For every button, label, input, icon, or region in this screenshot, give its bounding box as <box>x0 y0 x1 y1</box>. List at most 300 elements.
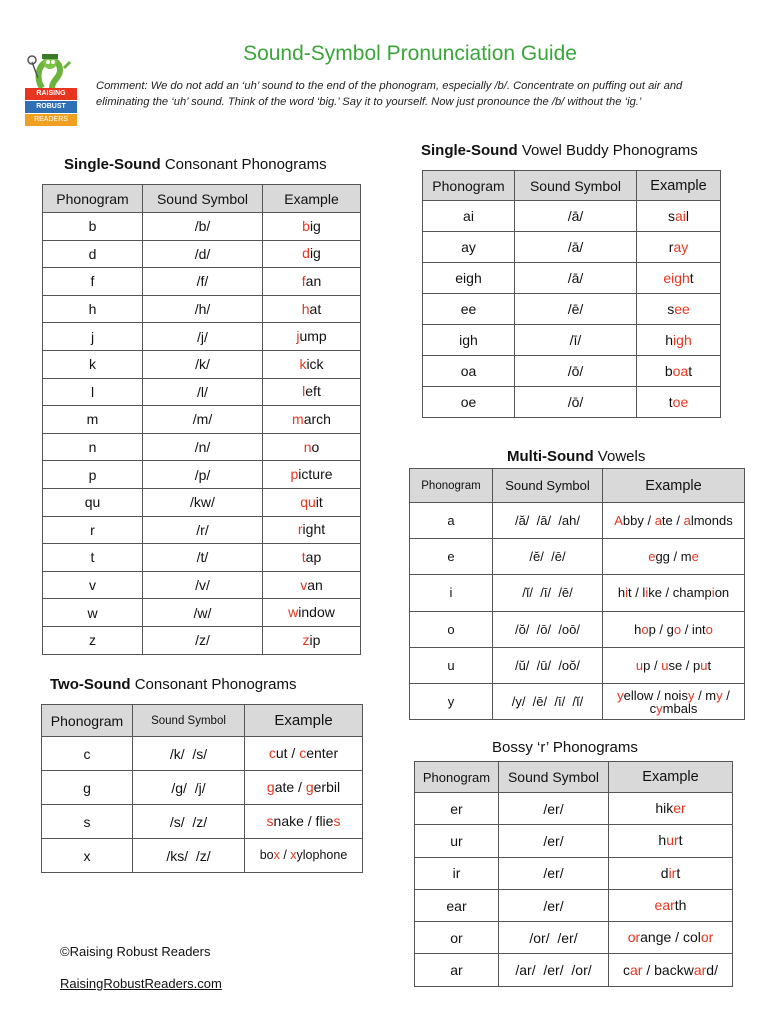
example-cell <box>603 503 745 539</box>
highlighted-phonogram: g <box>266 779 275 795</box>
example-cell <box>609 889 733 921</box>
highlighted-phonogram: d <box>302 245 310 262</box>
column-header: Phonogram <box>42 705 133 737</box>
multi-sound-table <box>409 468 745 720</box>
example-cell <box>609 793 733 825</box>
example-text: ick <box>306 355 324 372</box>
phonogram-cell: ir <box>415 857 499 889</box>
column-header: Phonogram <box>410 469 493 503</box>
table-row <box>410 647 745 683</box>
highlighted-phonogram: igh <box>673 331 692 348</box>
example-text: at <box>309 300 322 317</box>
example-text: erbil <box>313 779 341 795</box>
sound-symbol-cell: /n/ <box>143 433 263 461</box>
table-row <box>43 240 361 268</box>
example-text: h <box>617 585 626 601</box>
example-text: p / g <box>648 621 674 637</box>
phonogram-cell: n <box>43 433 143 461</box>
example-text: l <box>685 207 690 224</box>
phonogram-cell: qu <box>43 488 143 516</box>
example-text: / int <box>681 621 706 637</box>
two-sound-table <box>41 704 363 873</box>
highlighted-phonogram: f <box>301 272 306 289</box>
example-text: an <box>305 272 322 289</box>
highlighted-phonogram: h <box>301 300 310 317</box>
highlighted-phonogram: u <box>635 657 644 673</box>
highlighted-phonogram: A <box>614 513 623 529</box>
column-header: Sound Symbol <box>493 469 603 503</box>
phonogram-cell: z <box>43 626 143 654</box>
consonants-table <box>42 184 361 655</box>
phonogram-cell: g <box>42 771 133 805</box>
table-row <box>43 544 361 572</box>
sound-symbol-cell: /y/ /ē/ /ī/ /ĭ/ <box>493 683 603 719</box>
example-cell <box>603 611 745 647</box>
table-row <box>415 889 733 921</box>
sound-symbol-cell: /ō/ <box>515 356 637 387</box>
sound-symbol-cell: /ĭ/ /ī/ /ē/ <box>493 575 603 611</box>
example-text: t <box>688 362 693 379</box>
header-row <box>415 762 733 793</box>
sound-symbol-cell: /l/ <box>143 378 263 406</box>
sound-symbol-cell: /ĕ/ /ē/ <box>493 539 603 575</box>
table-row <box>43 461 361 489</box>
sound-symbol-cell: /g/ /j/ <box>133 771 245 805</box>
highlighted-phonogram: ear <box>654 897 675 914</box>
example-text: on <box>714 585 730 601</box>
example-cell <box>263 516 361 544</box>
example-text: ut / <box>275 745 300 761</box>
column-header: Example <box>245 705 363 737</box>
page-title: Sound-Symbol Pronunciation Guide <box>243 42 577 65</box>
phonogram-cell: x <box>42 839 133 873</box>
phonogram-cell: ee <box>423 294 515 325</box>
example-cell <box>263 544 361 572</box>
phonogram-cell: e <box>410 539 493 575</box>
vowel-buddy-title: Single-Sound Vowel Buddy Phonograms <box>421 142 698 159</box>
highlighted-phonogram: e <box>648 549 656 565</box>
example-cell <box>263 433 361 461</box>
phonogram-cell: l <box>43 378 143 406</box>
highlighted-phonogram: s <box>333 813 341 829</box>
example-text: t <box>707 657 712 673</box>
phonogram-cell: o <box>410 611 493 647</box>
example-text: ig <box>309 245 321 262</box>
example-text: t <box>676 864 681 881</box>
table-row <box>410 503 745 539</box>
sound-symbol-cell: /ā/ <box>515 201 637 232</box>
table-row <box>415 793 733 825</box>
phonogram-cell: ur <box>415 825 499 857</box>
table-row <box>43 295 361 323</box>
phonogram-cell: ear <box>415 889 499 921</box>
example-text: mbals <box>662 700 698 716</box>
example-text: lmonds <box>690 513 733 529</box>
example-text: ylophone <box>296 848 348 862</box>
highlighted-phonogram: oe <box>672 393 689 410</box>
example-text: r <box>668 238 674 255</box>
highlighted-phonogram: y <box>716 687 723 703</box>
table-row <box>43 378 361 406</box>
bossy-r-title: Bossy ‘r’ Phonograms <box>492 739 638 756</box>
highlighted-phonogram: a <box>683 513 691 529</box>
example-cell <box>603 575 745 611</box>
example-text: gg / m <box>655 549 692 565</box>
highlighted-phonogram: u <box>661 657 669 673</box>
column-header: Example <box>637 171 721 201</box>
table-row <box>42 805 363 839</box>
sound-symbol-cell: /kw/ <box>143 488 263 516</box>
phonogram-cell: p <box>43 461 143 489</box>
example-text: ellow / nois <box>623 687 688 703</box>
example-cell <box>263 268 361 296</box>
sound-symbol-cell: /ŏ/ /ō/ /oō/ <box>493 611 603 647</box>
example-cell <box>637 201 721 232</box>
highlighted-phonogram: t <box>301 548 306 565</box>
example-cell <box>637 263 721 294</box>
table-row <box>423 356 721 387</box>
highlighted-phonogram: o <box>641 621 649 637</box>
sound-symbol-cell: /ō/ <box>515 387 637 418</box>
sound-symbol-cell: /er/ <box>499 857 609 889</box>
sound-symbol-cell: /z/ <box>143 626 263 654</box>
table-row <box>423 232 721 263</box>
example-text: se / p <box>668 657 701 673</box>
example-text: ange / col <box>640 929 701 946</box>
example-text: an <box>307 576 323 593</box>
example-cell <box>603 647 745 683</box>
highlighted-phonogram: y <box>617 687 624 703</box>
table-row <box>43 516 361 544</box>
sound-symbol-cell: /w/ <box>143 599 263 627</box>
example-text: bo <box>259 848 274 862</box>
table-row <box>415 954 733 986</box>
header-row <box>43 185 361 213</box>
consonants-title: Single-Sound Consonant Phonograms <box>64 156 327 173</box>
example-text: icture <box>298 466 333 483</box>
table-row <box>423 294 721 325</box>
phonogram-cell: h <box>43 295 143 323</box>
table-row <box>43 599 361 627</box>
highlighted-phonogram: l <box>302 383 306 400</box>
highlighted-phonogram: ee <box>674 300 690 317</box>
example-text: p / <box>643 657 662 673</box>
column-header: Sound Symbol <box>143 185 263 213</box>
multi-sound-title: Multi-Sound Vowels <box>507 448 646 465</box>
sound-symbol-cell: /m/ <box>143 406 263 434</box>
table-row <box>43 433 361 461</box>
sound-symbol-cell: /d/ <box>143 240 263 268</box>
highlighted-phonogram: o <box>705 621 713 637</box>
sound-symbol-cell: /k/ <box>143 350 263 378</box>
column-header: Sound Symbol <box>515 171 637 201</box>
example-text: ke / champ <box>648 585 712 601</box>
example-text: bby / <box>622 513 655 529</box>
sound-symbol-cell: /t/ <box>143 544 263 572</box>
sound-symbol-cell: /ks/ /z/ <box>133 839 245 873</box>
highlighted-phonogram: n <box>303 438 312 455</box>
highlighted-phonogram: or <box>627 929 641 946</box>
table-row <box>43 323 361 351</box>
highlighted-phonogram: er <box>673 800 686 817</box>
table-row <box>42 839 363 873</box>
sound-symbol-cell: /b/ <box>143 213 263 241</box>
highlighted-phonogram: ai <box>674 207 686 224</box>
example-cell <box>245 805 363 839</box>
phonogram-cell: r <box>43 516 143 544</box>
phonogram-cell: i <box>410 575 493 611</box>
table-row <box>43 406 361 434</box>
example-text: h <box>634 621 642 637</box>
highlighted-phonogram: j <box>296 328 300 345</box>
phonogram-cell: u <box>410 647 493 683</box>
copyright-text: ©Raising Robust Readers <box>60 944 211 959</box>
example-cell <box>263 323 361 351</box>
table-row <box>415 825 733 857</box>
example-text: t <box>668 393 673 410</box>
example-cell <box>637 325 721 356</box>
highlighted-phonogram: c <box>299 745 307 761</box>
phonogram-cell: b <box>43 213 143 241</box>
highlighted-phonogram: ar <box>693 961 707 978</box>
phonogram-cell: igh <box>423 325 515 356</box>
highlighted-phonogram: g <box>305 779 314 795</box>
column-header: Sound Symbol <box>133 705 245 737</box>
highlighted-phonogram: ar <box>630 961 643 978</box>
table-row <box>43 268 361 296</box>
highlighted-phonogram: u <box>700 657 708 673</box>
phonogram-cell: f <box>43 268 143 296</box>
example-text: th <box>674 897 687 914</box>
phonogram-cell: or <box>415 922 499 954</box>
example-cell <box>609 922 733 954</box>
bossy-r-table <box>414 761 733 987</box>
website-link[interactable]: RaisingRobustReaders.com <box>60 976 222 991</box>
example-text: nake / flie <box>273 813 334 829</box>
example-cell <box>263 626 361 654</box>
logo-line-2: ROBUST <box>36 103 66 110</box>
column-header: Phonogram <box>423 171 515 201</box>
phonogram-cell: w <box>43 599 143 627</box>
example-cell <box>609 857 733 889</box>
example-cell <box>637 387 721 418</box>
highlighted-phonogram: y <box>687 687 695 703</box>
example-text: arch <box>303 410 331 427</box>
table-row <box>415 857 733 889</box>
sound-symbol-cell: /er/ <box>499 889 609 921</box>
sound-symbol-cell: /ē/ <box>515 294 637 325</box>
column-header: Example <box>603 469 745 503</box>
highlighted-phonogram: c <box>268 745 276 761</box>
table-row <box>43 571 361 599</box>
example-text: h <box>665 331 674 348</box>
table-row <box>43 626 361 654</box>
table-row <box>423 325 721 356</box>
example-cell <box>603 683 745 719</box>
example-text: ig <box>309 217 321 234</box>
phonogram-cell: c <box>42 737 133 771</box>
example-text: / c <box>649 687 730 716</box>
highlighted-phonogram: i <box>711 585 715 601</box>
example-cell <box>637 294 721 325</box>
sound-symbol-cell: /s/ /z/ <box>133 805 245 839</box>
sound-symbol-cell: /r/ <box>143 516 263 544</box>
example-text: / m <box>694 687 717 703</box>
highlighted-phonogram: ay <box>673 238 689 255</box>
highlighted-phonogram: w <box>288 604 299 621</box>
sound-symbol-cell: /ă/ /ā/ /ah/ <box>493 503 603 539</box>
table-row <box>423 263 721 294</box>
phonogram-cell: s <box>42 805 133 839</box>
highlighted-phonogram: qu <box>300 493 316 510</box>
column-header: Example <box>609 762 733 793</box>
highlighted-phonogram: or <box>700 929 714 946</box>
phonogram-cell: ar <box>415 954 499 986</box>
highlighted-phonogram: ir <box>668 864 677 881</box>
example-text: s <box>667 300 675 317</box>
column-header: Example <box>263 185 361 213</box>
example-cell <box>637 232 721 263</box>
table-row <box>42 737 363 771</box>
example-cell <box>263 406 361 434</box>
example-cell <box>609 825 733 857</box>
sound-symbol-cell: /er/ <box>499 825 609 857</box>
column-header: Phonogram <box>415 762 499 793</box>
highlighted-phonogram: x <box>290 848 297 862</box>
sound-symbol-cell: /ŭ/ /ū/ /oŏ/ <box>493 647 603 683</box>
example-cell <box>609 954 733 986</box>
sound-symbol-cell: /ar/ /er/ /or/ <box>499 954 609 986</box>
sound-symbol-cell: /or/ /er/ <box>499 922 609 954</box>
highlighted-phonogram: b <box>302 217 310 234</box>
example-text: hik <box>655 800 674 817</box>
phonogram-cell: oe <box>423 387 515 418</box>
comment-text: Comment: We do not add an ‘uh’ sound to the end of the phonogram, especially /b/. Concentrate on puffing out air and eliminating the ‘uh’ sound. Think of the word ‘big.’ Say it to yourself. Now just pronounce the /b/ without the ‘ig.’ <box>96 80 683 108</box>
table-row <box>410 611 745 647</box>
phonogram-cell: ay <box>423 232 515 263</box>
example-text: it <box>315 493 323 510</box>
header-row <box>423 171 721 201</box>
sound-symbol-cell: /ā/ <box>515 263 637 294</box>
example-text: d <box>660 864 669 881</box>
example-text: / backw <box>642 961 694 978</box>
phonogram-cell: eigh <box>423 263 515 294</box>
sound-symbol-cell: /ī/ <box>515 325 637 356</box>
header-row <box>42 705 363 737</box>
table-row <box>42 771 363 805</box>
example-text: t / l <box>627 585 646 601</box>
example-text: ight <box>302 521 326 538</box>
phonogram-cell: er <box>415 793 499 825</box>
example-text: ap <box>305 548 322 565</box>
example-cell <box>263 240 361 268</box>
example-text: ump <box>299 328 327 345</box>
table-row <box>410 575 745 611</box>
highlighted-phonogram: m <box>292 410 304 427</box>
example-text: o <box>311 438 320 455</box>
example-cell <box>263 350 361 378</box>
example-text: t <box>689 269 694 286</box>
table-row <box>415 922 733 954</box>
example-cell <box>263 295 361 323</box>
table-row <box>423 387 721 418</box>
example-text: s <box>667 207 675 224</box>
phonogram-cell: d <box>43 240 143 268</box>
highlighted-phonogram: v <box>300 576 308 593</box>
logo-line-1: RAISING <box>36 90 66 97</box>
example-cell <box>603 539 745 575</box>
example-text: c <box>623 961 631 978</box>
logo-line-3: READERS <box>34 116 68 123</box>
example-cell <box>245 737 363 771</box>
example-cell <box>263 461 361 489</box>
highlighted-phonogram: oa <box>672 362 689 379</box>
example-cell <box>245 839 363 873</box>
example-cell <box>263 488 361 516</box>
highlighted-phonogram: r <box>297 521 303 538</box>
table-row <box>43 213 361 241</box>
example-text: ate / <box>274 779 306 795</box>
example-cell <box>263 599 361 627</box>
phonogram-cell: m <box>43 406 143 434</box>
example-text: indow <box>298 604 335 621</box>
phonogram-cell: y <box>410 683 493 719</box>
highlighted-phonogram: i <box>625 585 628 601</box>
phonogram-cell: k <box>43 350 143 378</box>
sound-symbol-cell: /v/ <box>143 571 263 599</box>
example-text: b <box>664 362 673 379</box>
highlighted-phonogram: x <box>273 848 280 862</box>
sound-symbol-cell: /er/ <box>499 793 609 825</box>
table-row <box>423 201 721 232</box>
sound-symbol-cell: /ā/ <box>515 232 637 263</box>
sound-symbol-cell: /h/ <box>143 295 263 323</box>
column-header: Phonogram <box>43 185 143 213</box>
example-cell <box>637 356 721 387</box>
logo <box>22 48 82 128</box>
two-sound-title: Two-Sound Consonant Phonograms <box>50 676 297 693</box>
highlighted-phonogram: a <box>654 513 662 529</box>
sound-symbol-cell: /f/ <box>143 268 263 296</box>
sound-symbol-cell: /p/ <box>143 461 263 489</box>
highlighted-phonogram: k <box>299 355 307 372</box>
phonogram-cell: t <box>43 544 143 572</box>
example-text: h <box>658 832 667 849</box>
header-row <box>410 469 745 503</box>
phonogram-cell: ai <box>423 201 515 232</box>
sound-symbol-cell: /k/ /s/ <box>133 737 245 771</box>
table-row <box>410 539 745 575</box>
highlighted-phonogram: i <box>645 585 649 601</box>
example-cell <box>263 571 361 599</box>
column-header: Sound Symbol <box>499 762 609 793</box>
phonogram-cell: j <box>43 323 143 351</box>
example-text: enter <box>306 745 339 761</box>
vowel-buddy-table <box>422 170 721 418</box>
sound-symbol-cell: /j/ <box>143 323 263 351</box>
example-cell <box>263 213 361 241</box>
highlighted-phonogram: ur <box>666 832 679 849</box>
example-cell <box>245 771 363 805</box>
phonogram-cell: oa <box>423 356 515 387</box>
phonogram-cell: v <box>43 571 143 599</box>
example-text: te / <box>661 513 684 529</box>
example-text: / <box>279 848 291 862</box>
highlighted-phonogram: eigh <box>663 269 690 286</box>
example-cell <box>263 378 361 406</box>
highlighted-phonogram: y <box>656 700 663 716</box>
table-row <box>410 683 745 719</box>
